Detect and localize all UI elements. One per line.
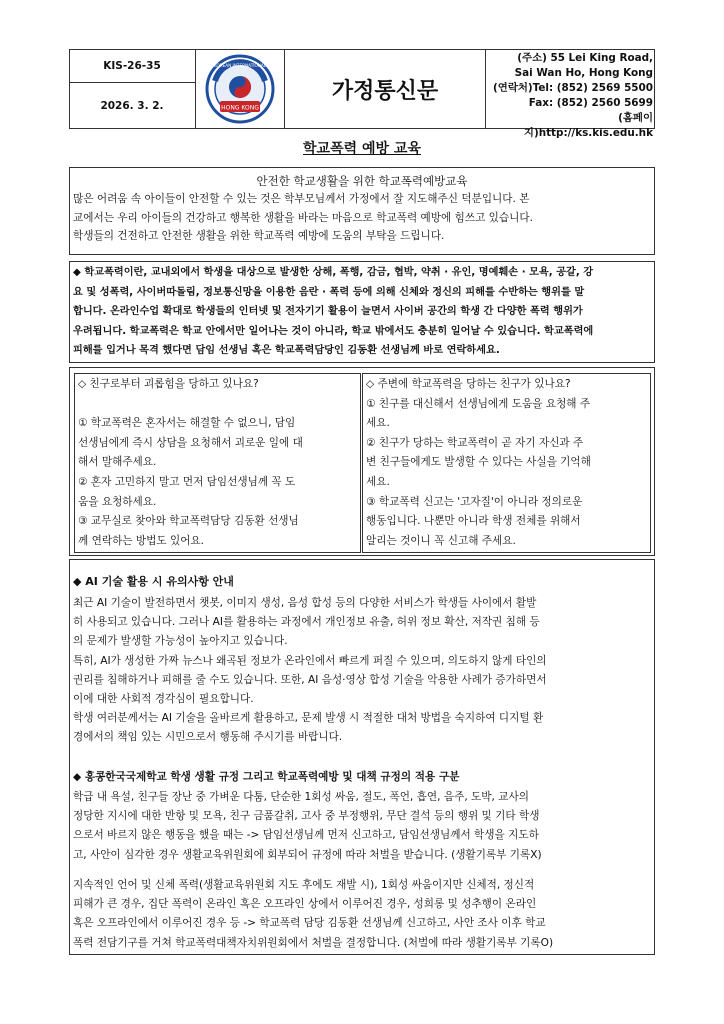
left-box-text xyxy=(78,375,360,551)
ai-line: 특히, AI가 생성한 가짜 뉴스나 왜곡된 정보가 온라인에서 빠르게 퍼질 수 있으며, 의도하지 않게 타인의 xyxy=(73,654,547,667)
rules-line: 피해가 큰 경우, 집단 폭력이 온라인 혹은 오프라인 상에서 이루어진 경우, 성희롱 및 성추행이 온라인 xyxy=(73,898,537,911)
definition-line: 우려됩니다. 학교폭력은 학교 안에서만 일어나는 것이 아니라, 학교 밖에서도 충분히 일어날 수 있습니다. 학교폭력에 xyxy=(73,325,594,337)
intro-line: 교에서는 우리 아이들의 건강하고 행복한 생활을 바라는 마음으로 학교폭력 예방에 힘쓰고 있습니다. xyxy=(73,211,533,224)
right-box-line: 알리는 것이니 꼭 신고해 주세요. xyxy=(366,534,516,547)
left-box-line: 해서 말해주세요. xyxy=(78,456,157,469)
right-box-line: ③ 학교폭력 신고는 '고자질'이 아니라 정의로운 xyxy=(366,495,583,508)
newsletter-title: 가정통신문 xyxy=(331,78,439,104)
rules-line: 정당한 지시에 대한 반항 및 모욕, 친구 금품갈취, 고사 중 부정행위, 무단 결석 등의 행위 및 기타 학생 xyxy=(73,810,540,823)
rules-heading: ◆ 홍콩한국국제학교 학생 생활 규정 그리고 학교폭력예방 및 대책 규정의 적용 구분 xyxy=(73,771,460,783)
right-box-line: 행동입니다. 나뿐만 아니라 학생 전체를 위해서 xyxy=(366,515,581,528)
right-box-line: ② 친구가 당하는 학교폭력이 곧 자기 자신과 주 xyxy=(366,436,584,449)
address-line2: Sai Wan Ho, Hong Kong xyxy=(514,67,653,79)
ai-line: 의 문제가 발생할 가능성이 높아지고 있습니다. xyxy=(73,635,288,648)
definition-line: 피해를 입거나 목격 했다면 담임 선생님 혹은 학교폭력담당인 김동환 선생님께 바로 연락하세요. xyxy=(73,345,500,357)
left-box-line xyxy=(78,395,360,415)
doc-number: KIS-26-35 xyxy=(103,59,161,72)
rules-line: 폭력 전담기구를 거쳐 학교폭력대책자치위원회에서 처벌을 결정합니다. (처벌에 따라 생활기록부 기록O) xyxy=(73,936,554,949)
right-box-line: 세요. xyxy=(366,475,390,488)
school-emblem-icon xyxy=(205,53,275,125)
ai-line: 권리를 침해하거나 피해를 줄 수도 있습니다. 또한, AI 음성·영상 합성 기술을 악용한 사례가 증가하면서 xyxy=(73,673,547,686)
left-box-line: ① 학교폭력은 혼자서는 해결할 수 없으니, 담임 xyxy=(78,417,296,430)
address-line1: (주소) 55 Lei King Road, xyxy=(517,52,653,64)
ai-line: 최근 AI 기술이 발전하면서 챗봇, 이미지 생성, 음성 합성 등의 다양한 서비스가 학생들 사이에서 활발 xyxy=(73,597,537,609)
doc-title: 학교폭력 예방 교육 xyxy=(303,141,421,157)
right-box-line: 세요. xyxy=(366,417,390,430)
right-box-line: ① 친구를 대신해서 선생님에게 도움을 요청해 주 xyxy=(366,397,591,410)
logo-text-top: KOREAN INTERNATIONAL xyxy=(213,63,267,68)
ai-text xyxy=(73,594,653,748)
left-box-line: 움을 요청하세요. xyxy=(78,495,157,508)
intro-text xyxy=(73,190,653,246)
left-box-line: 께 연락하는 방법도 있어요. xyxy=(78,534,205,547)
rules-line: 으로서 바르지 않은 행동을 했을 때는 -> 담임선생님께 먼저 신고하고, 담임선생님께서 학생을 지도하 xyxy=(73,829,539,842)
rules-line: 고, 사안이 심각한 경우 생활교육위원회에 회부되어 규정에 따라 처벌을 받습니다. (생활기록부 기록X) xyxy=(73,848,542,861)
homepage-link[interactable]: (홈페이지)http://ks.kis.edu.hk xyxy=(523,112,653,139)
definition-text xyxy=(73,263,653,361)
left-box-line: ② 혼자 고민하지 말고 먼저 담임선생님께 꼭 도 xyxy=(78,475,296,488)
logo-text-bottom: HONG KONG xyxy=(221,104,259,112)
left-box-line: ◇ 친구로부터 괴롭힘을 당하고 있나요? xyxy=(78,378,259,390)
right-box-line: ◇ 주변에 학교폭력을 당하는 친구가 있나요? xyxy=(366,378,571,390)
right-box-text xyxy=(366,375,648,551)
school-logo xyxy=(196,50,284,128)
intro-line: 학생들의 건전하고 안전한 생활을 위한 학교폭력 예방에 도움의 부탁을 드립니다. xyxy=(73,230,445,242)
left-box-line: ③ 교무실로 찾아와 학교폭력담당 김동환 선생님 xyxy=(78,515,299,528)
ai-line: 경에서의 책임 있는 시민으로서 행동해 주시기를 바랍니다. xyxy=(73,731,343,744)
ai-line: 학생 여러분께서는 AI 기술을 올바르게 활용하고, 문제 발생 시 적절한 대처 방법을 숙지하여 디지털 환 xyxy=(73,712,544,725)
rules-para2 xyxy=(73,876,653,953)
rules-line: 지속적인 언어 및 신체 폭력(생활교육위원회 지도 후에도 재발 시), 1회성 싸움이지만 신체적, 정신적 xyxy=(73,879,535,891)
definition-line: 요 및 성폭력, 사이버따돌림, 정보통신망을 이용한 음란 · 폭력 등에 의해 신체와 정신의 피해를 수반하는 행위를 말 xyxy=(73,286,585,298)
definition-line: 합니다. 온라인수업 확대로 학생들의 인터넷 및 전자기기 활용이 늘면서 사이버 공간의 학생 간 다양한 폭력 행위가 xyxy=(73,306,583,318)
definition-line: ◆ 학교폭력이란, 교내외에서 학생을 대상으로 발생한 상해, 폭행, 감금, 협박, 약취 · 유인, 명예훼손 · 모욕, 공갈, 강 xyxy=(73,267,594,278)
doc-date: 2026. 3. 2. xyxy=(100,100,164,112)
ai-line: 히 사용되고 있습니다. 그러나 AI를 활용하는 과정에서 개인정보 유출, 허위 정보 확산, 저작권 침해 등 xyxy=(73,616,540,629)
intro-heading: 안전한 학교생활을 위한 학교폭력예방교육 xyxy=(256,174,468,188)
right-box-line: 변 친구들에게도 발생할 수 있다는 사실을 기억해 xyxy=(366,456,591,469)
tel-line: (연락처)Tel: (852) 2569 5500 xyxy=(493,82,653,94)
left-box-line: 선생님에게 즉시 상담을 요청해서 괴로운 일에 대 xyxy=(78,436,303,449)
ai-line: 이에 대한 사회적 경각심이 필요합니다. xyxy=(73,693,254,706)
header-divider-3 xyxy=(485,49,486,129)
rules-line: 혹은 오프라인에서 이루어진 경우 등 -> 학교폭력 담당 김동환 선생님께 신고하고, 사안 조사 이후 학교 xyxy=(73,917,546,930)
intro-line: 많은 어려움 속 아이들이 안전할 수 있는 것은 학부모님께서 가정에서 잘 지도해주신 덕분입니다. 본 xyxy=(73,193,530,205)
rules-para1 xyxy=(73,788,653,865)
contact-block xyxy=(490,51,653,141)
rules-line: 학급 내 욕설, 친구들 장난 중 가벼운 다툼, 단순한 1회성 싸움, 절도, 폭언, 흡연, 음주, 도박, 교사의 xyxy=(73,791,529,803)
ai-heading: ◆ AI 기술 활용 시 유의사항 안내 xyxy=(73,575,234,588)
fax-line: Fax: (852) 2560 5699 xyxy=(528,97,653,109)
